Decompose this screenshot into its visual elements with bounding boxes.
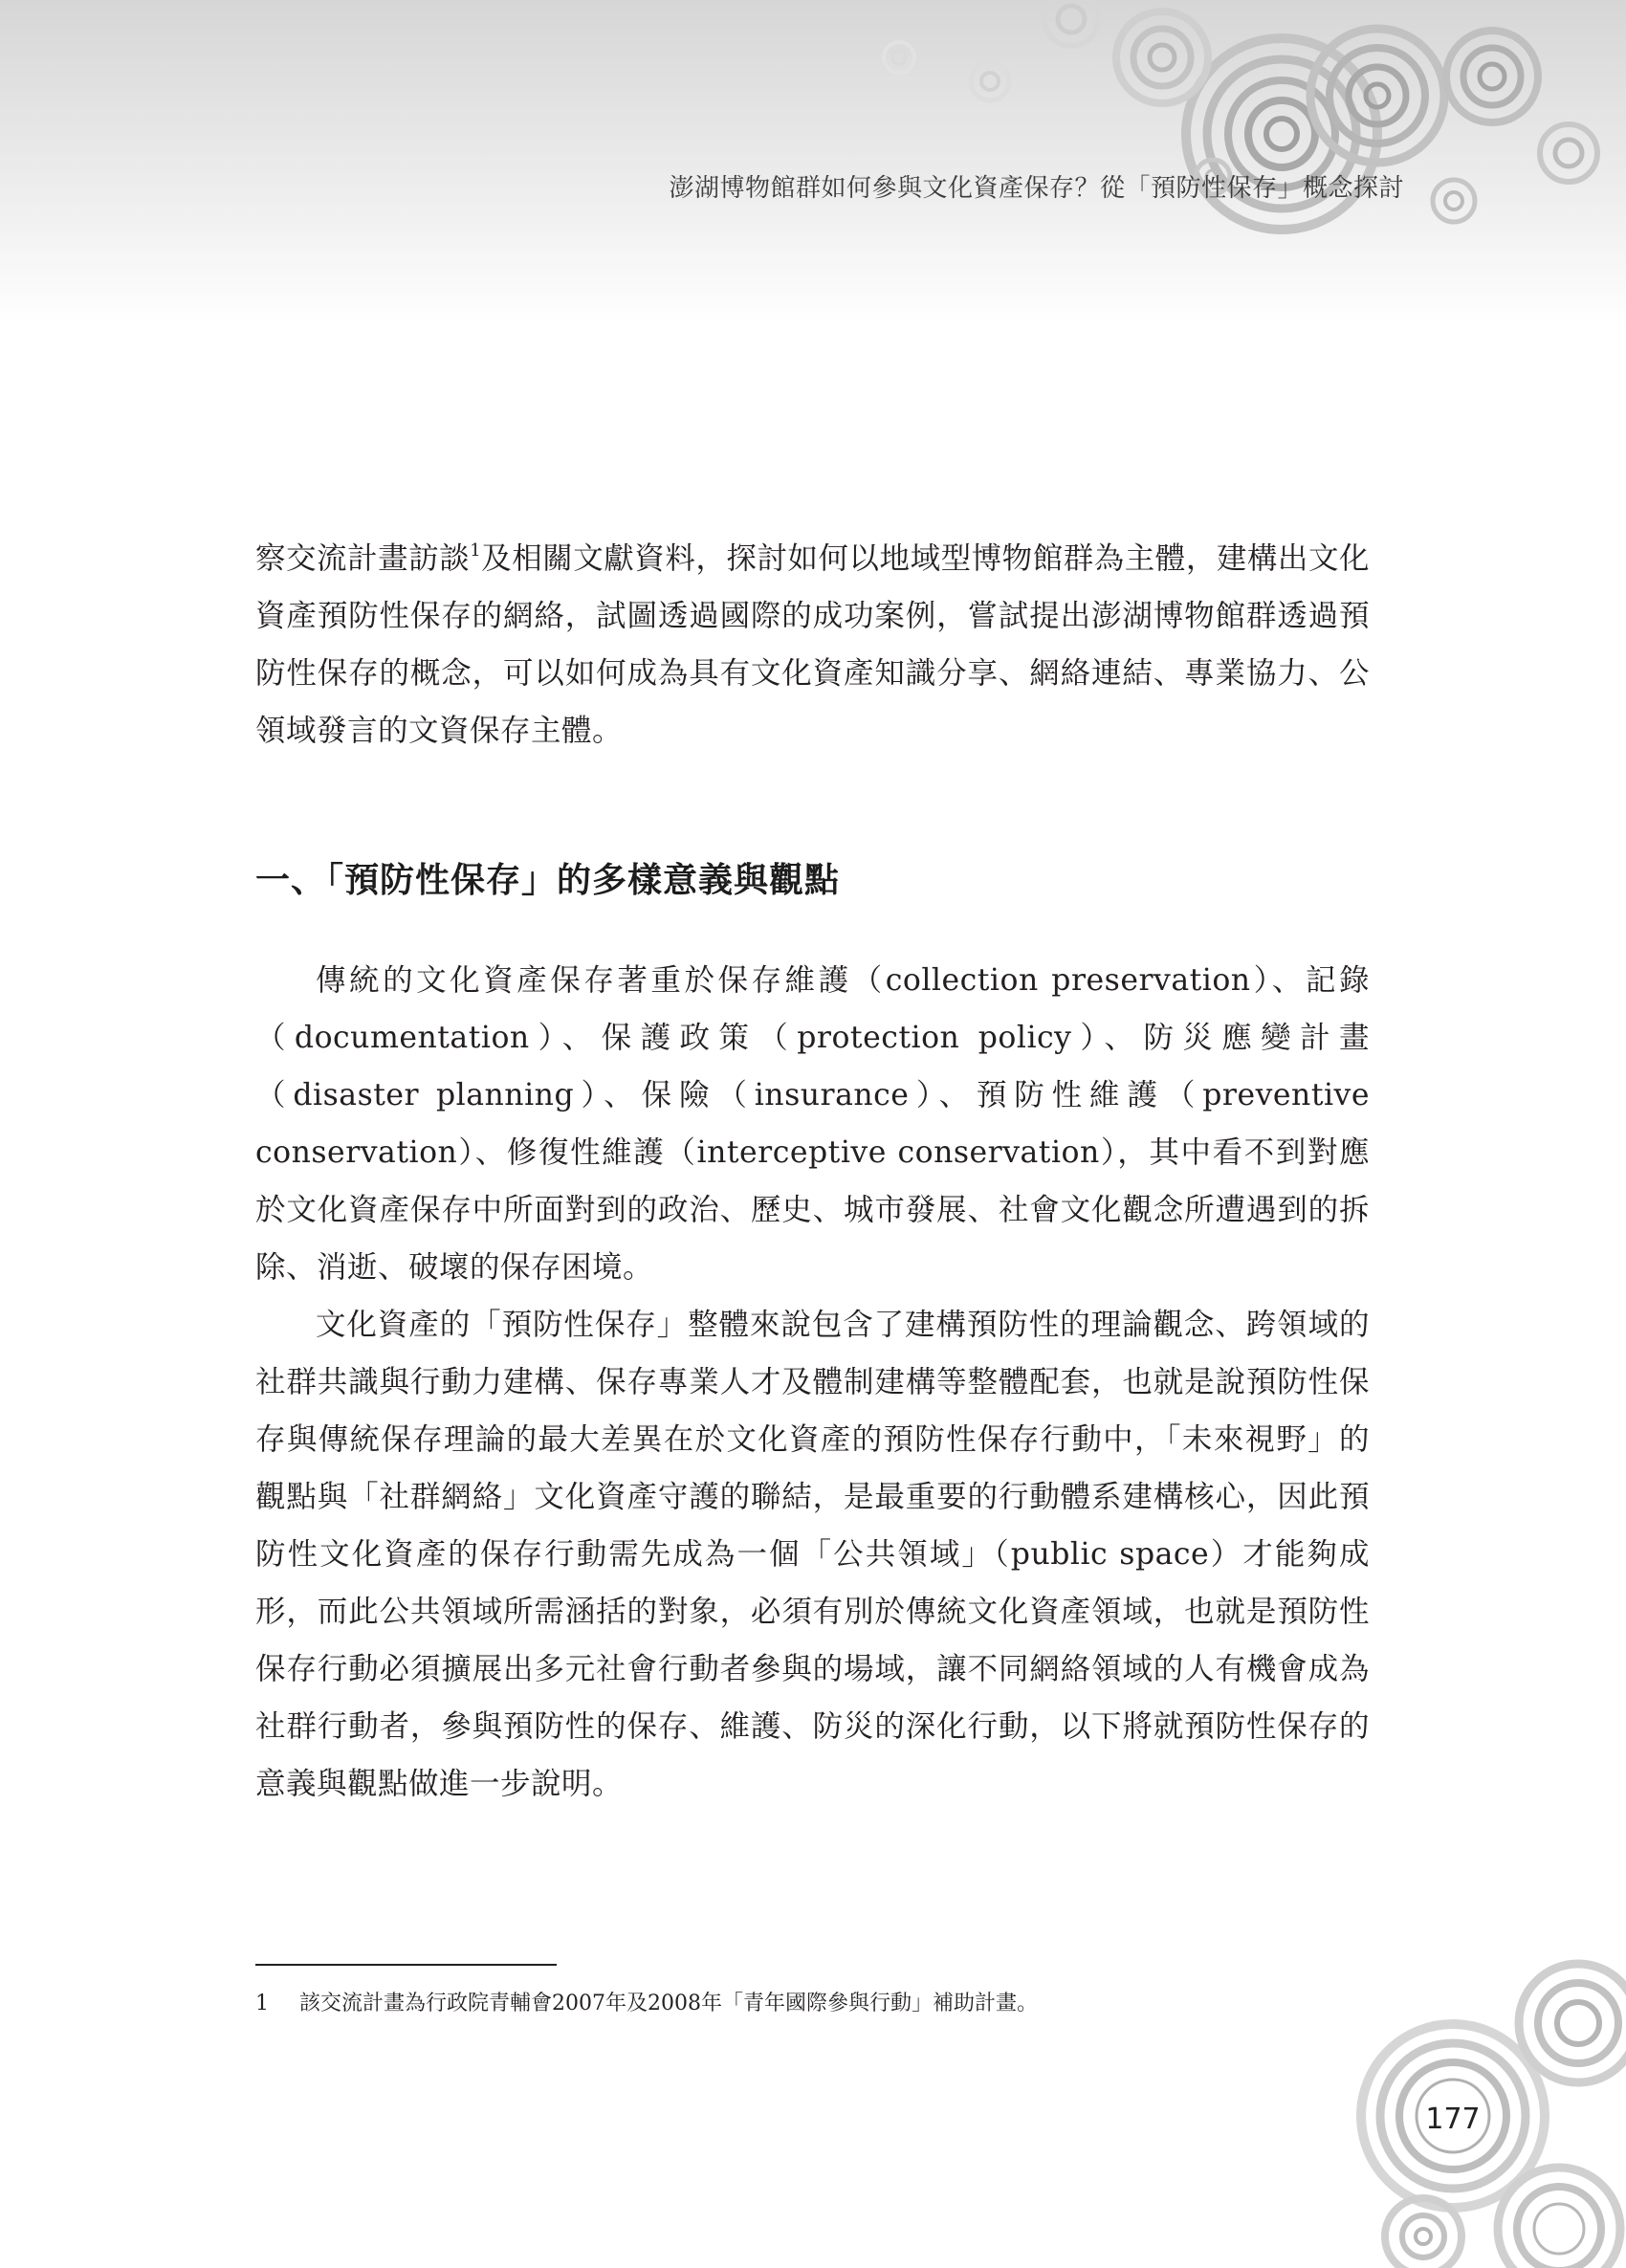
ring-small-1 xyxy=(1044,0,1098,46)
ring-footer-bottom-left xyxy=(1385,2198,1461,2268)
footnote-reference[interactable]: 1 xyxy=(470,539,482,561)
ring-small-3 xyxy=(971,62,1009,100)
ring-small-4 xyxy=(1540,124,1597,182)
intro-text-after-ref: 及相關文獻資料，探討如何以地域型博物館群為主體，建構出文化資產預防性保存的網絡，試圖透過國際的成功案例，嘗試提出澎湖博物館群透過預防性保存的概念，可以如何成為具有文化資產知識分享、網絡連結、專業協力、公領域發言的文資保存主體。 xyxy=(255,541,1370,748)
running-title: 澎湖博物館群如何參與文化資產保存？從「預防性保存」概念探討 xyxy=(669,174,1404,203)
footnote-number: 1 xyxy=(255,1992,269,2015)
footnote-text: 該交流計畫為行政院青輔會2007年及2008年「青年國際參與行動」補助計畫。 xyxy=(299,1992,1038,2015)
ring-footer-bottom-right xyxy=(1498,2168,1620,2268)
main-content xyxy=(255,530,1370,1813)
body-paragraph-1: 傳統的文化資產保存著重於保存維護（collection preservation）、記錄（documentation）、保護政策（protection policy）、防災應變計畫（disaster planning）、保險（insurance）、預防性維護（preventive conservation）、修復性維護（interceptive conservation），其中看不到對應於文化資產保存中所面對到的政治、歷史、城市發展、社會文化觀念所遭遇到的拆除、消逝、破壞的保存困境。 xyxy=(255,963,1370,1285)
ring-small-5 xyxy=(1433,180,1475,222)
ring-footer-right xyxy=(1519,1964,1626,2082)
body-paragraph-2: 文化資產的「預防性保存」整體來說包含了建構預防性的理論觀念、跨領域的社群共識與行動力建構、保存專業人才及體制建構等整體配套，也就是說預防性保存與傳統保存理論的最大差異在於文化資產的預防性保存行動中，「未來視野」的觀點與「社群網絡」文化資產守護的聯結，是最重要的行動體系建構核心，因此預防性文化資產的保存行動需先成為一個「公共領域」（public space）才能夠成形，而此公共領域所需涵括的對象，必須有別於傳統文化資產領域，也就是預防性保存行動必須擴展出多元社會行動者參與的場域，讓不同網絡領域的人有機會成為社群行動者，參與預防性的保存、維護、防災的深化行動，以下將就預防性保存的意義與觀點做進一步說明。 xyxy=(255,1308,1370,1801)
intro-paragraph xyxy=(255,530,1370,760)
ring-medium-2 xyxy=(1116,11,1208,103)
ring-large-2 xyxy=(1310,29,1444,163)
page-number: 177 xyxy=(1425,2103,1481,2136)
section-heading: 一、「預防性保存」的多樣意義與觀點 xyxy=(255,861,841,900)
footer-ring-cluster xyxy=(1361,1964,1626,2268)
footnote xyxy=(255,1987,1370,2016)
footnote-divider xyxy=(255,1964,557,1966)
ring-small-2 xyxy=(884,42,914,73)
ring-medium-1 xyxy=(1446,31,1538,122)
intro-text-before-ref: 察交流計畫訪談 xyxy=(255,541,471,576)
